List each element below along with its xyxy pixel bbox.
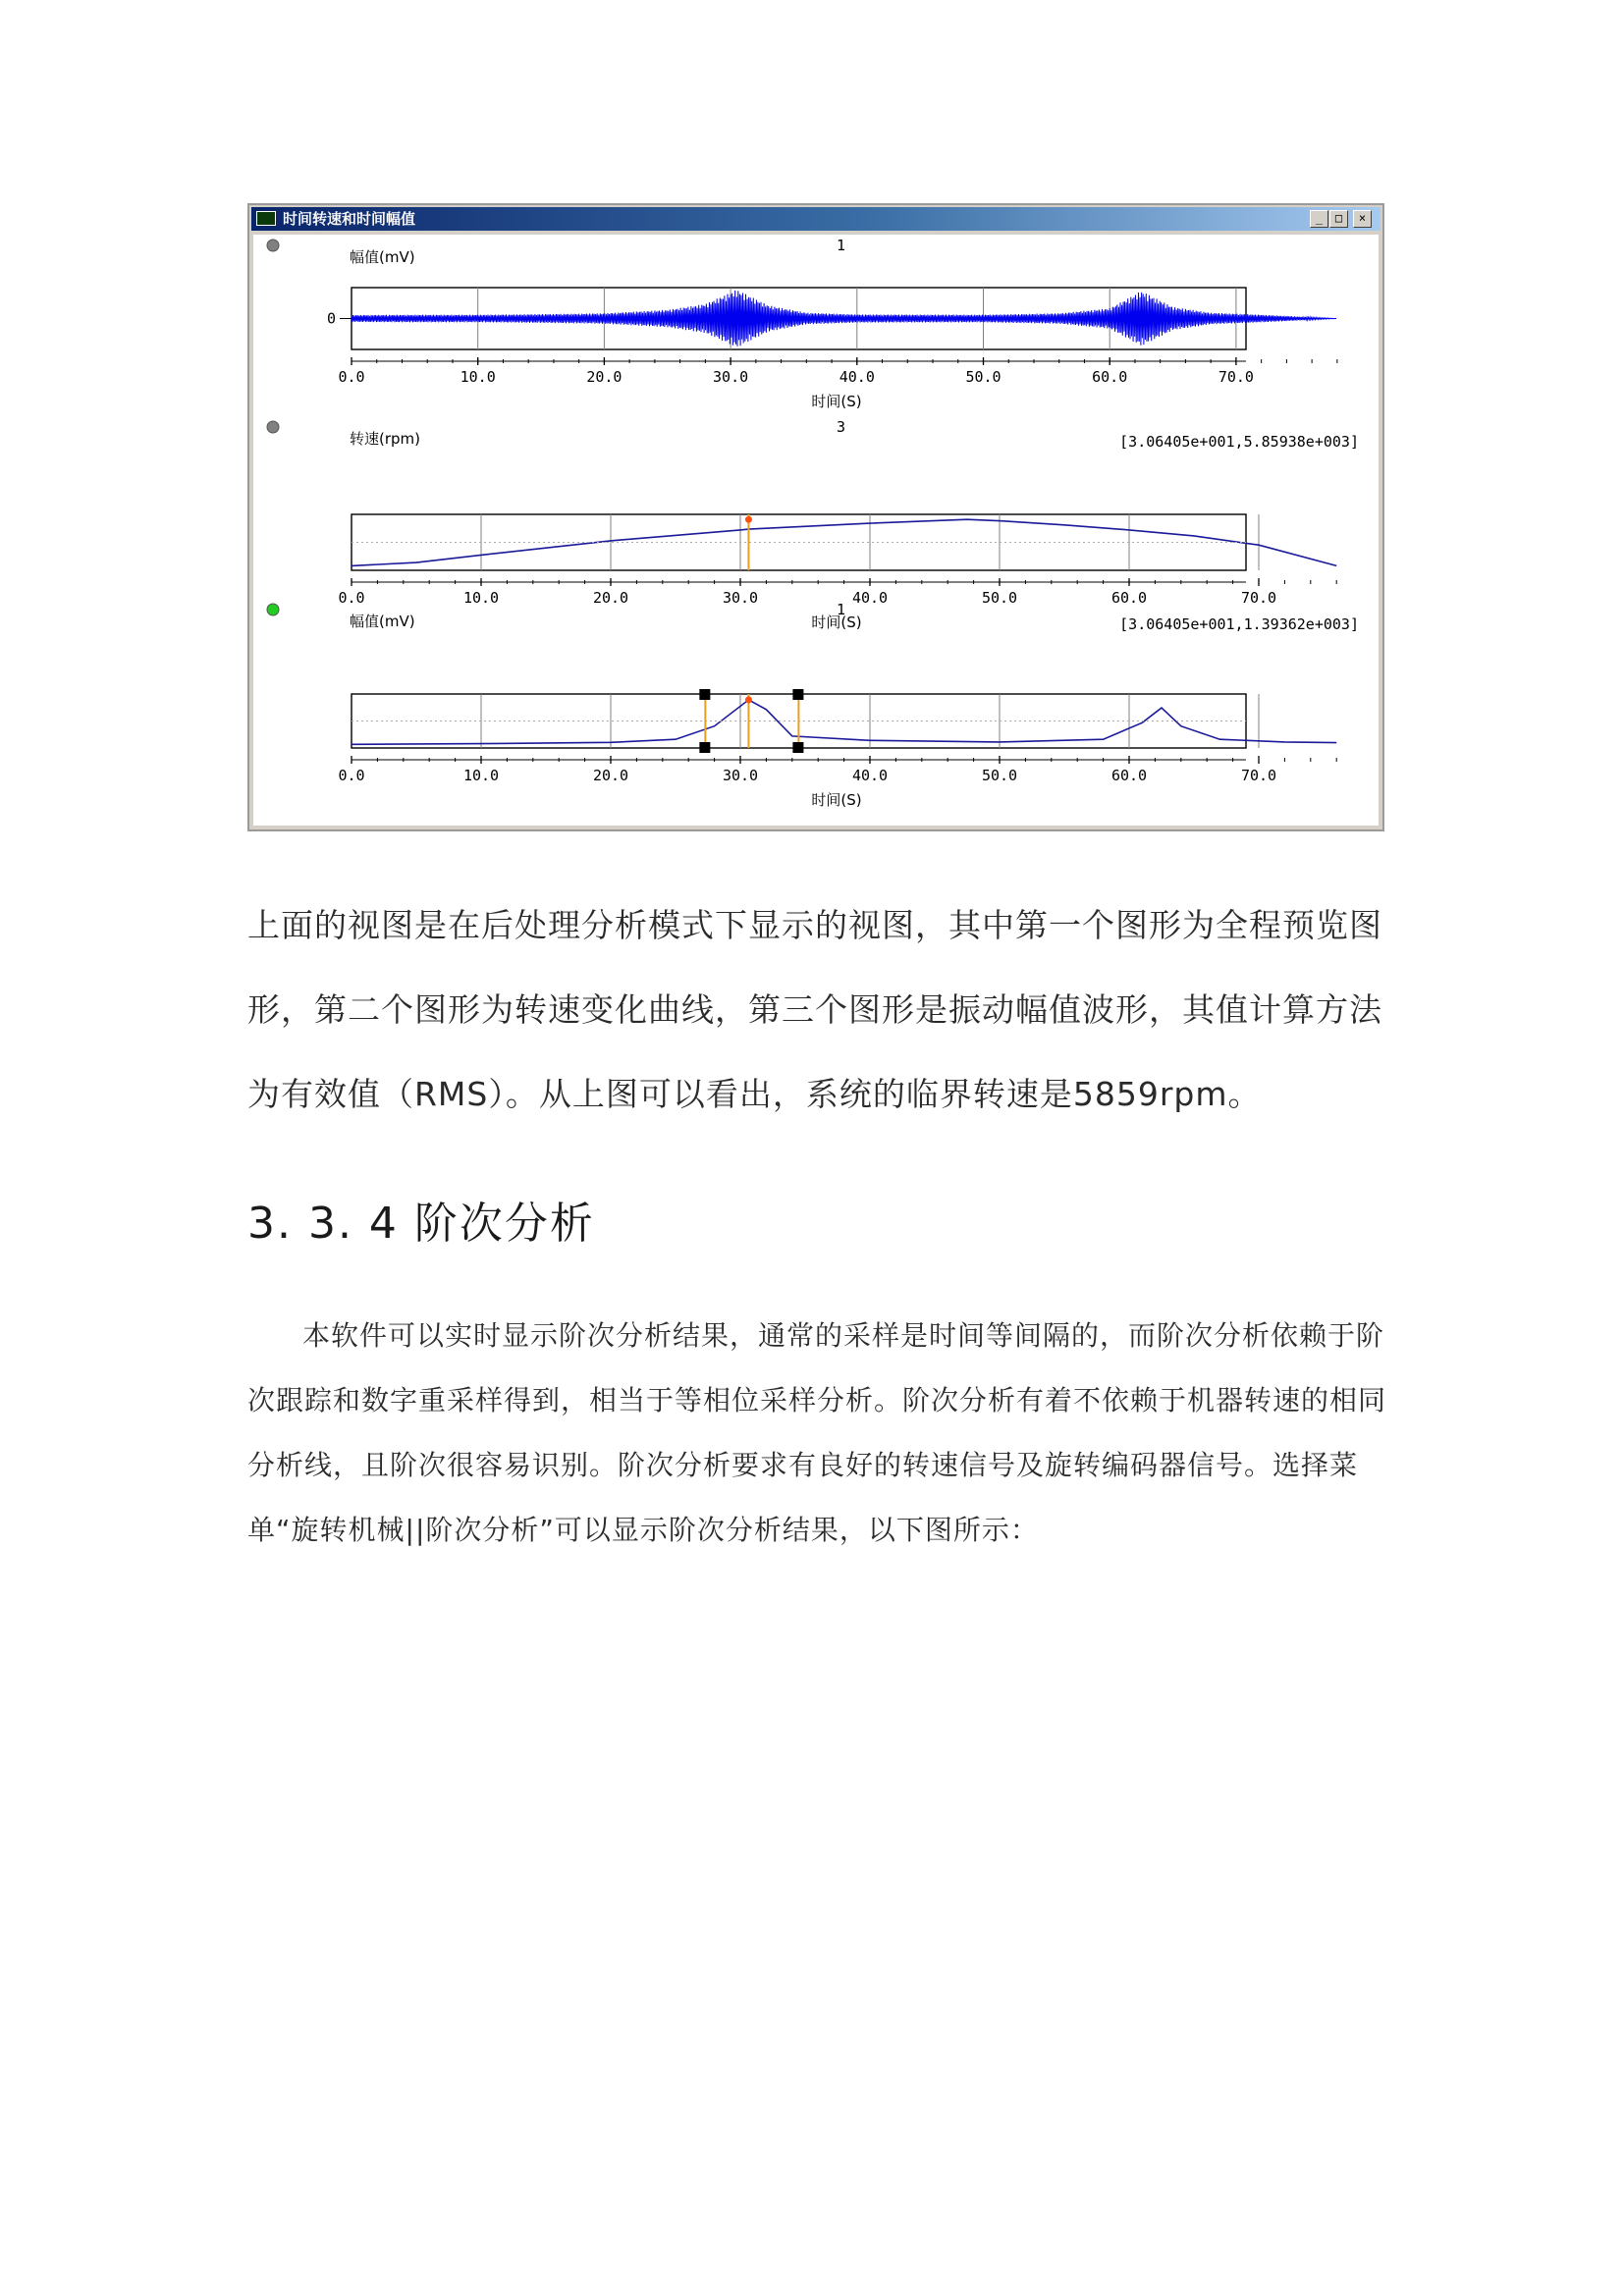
tick-label: 40.0 [839, 368, 875, 386]
tick-label: 20.0 [592, 589, 629, 607]
charts-canvas [253, 235, 1379, 828]
tick-label: 20.0 [592, 767, 629, 784]
x-axis-label: 时间(S) [811, 393, 862, 410]
tick-label: 50.0 [981, 767, 1018, 784]
tick-label: 10.0 [462, 767, 500, 784]
chart-window [247, 203, 1384, 831]
channel-status-dot [267, 421, 279, 433]
body-paragraph-2: 本软件可以实时显示阶次分析结果，通常的采样是时间等间隔的，而阶次分析依赖于阶次跟踪和数字重采样得到，相当于等相位采样分析。阶次分析有着不依赖于机器转速的相同分析线，且阶次很容易识别。阶次分析要求有良好的转速信号及旋转编码器信号。选择菜单“旋转机械||阶次分析”可以显示阶次分析结果，以下图所示： [247, 1319, 1387, 1546]
channel-status-dot [267, 604, 279, 615]
selection-handle [792, 689, 803, 700]
tick-label: 20.0 [586, 368, 623, 386]
zero-label: 0 [326, 309, 336, 328]
tick-label: 10.0 [462, 589, 500, 607]
window-title: 时间转速和时间幅值 [283, 210, 416, 228]
channel-number: 3 [837, 418, 846, 436]
maximize-button[interactable]: □ [1329, 210, 1348, 228]
y-axis-label: 幅值(mV) [350, 248, 415, 266]
y-axis-label: 转速(rpm) [350, 430, 421, 448]
tick-label: 40.0 [851, 589, 889, 607]
cursor-marker [745, 696, 752, 703]
close-button[interactable]: × [1353, 210, 1372, 228]
tick-label: 60.0 [1110, 767, 1148, 784]
tick-label: 10.0 [460, 368, 496, 386]
tick-label: 60.0 [1092, 368, 1128, 386]
body-paragraph-1: 上面的视图是在后处理分析模式下显示的视图，其中第一个图形为全程预览图形，第二个图形为转速变化曲线，第三个图形是振动幅值波形，其值计算方法为有效值（RMS）。从上图可以看出，系统的临界转速是5859rpm。 [247, 906, 1382, 1113]
tick-label: 70.0 [1240, 589, 1277, 607]
tick-label: 50.0 [981, 589, 1018, 607]
selection-handle [792, 742, 803, 753]
selection-handle [699, 689, 710, 700]
cursor-readout: [3.06405e+001,5.85938e+003] [1119, 433, 1359, 451]
tick-label: 70.0 [1218, 368, 1254, 386]
tick-label: 60.0 [1110, 589, 1148, 607]
x-axis-label: 时间(S) [811, 614, 862, 631]
y-axis-label: 幅值(mV) [350, 613, 415, 630]
chart-area [253, 235, 1379, 826]
cursor-marker [745, 516, 752, 523]
channel-number: 1 [837, 237, 846, 254]
waveform-app-icon [256, 211, 276, 226]
section-heading: 3. 3. 4 阶次分析 [247, 1199, 595, 1249]
tick-label: 0.0 [338, 368, 365, 386]
x-axis-label: 时间(S) [811, 791, 862, 809]
tick-label: 0.0 [338, 767, 365, 784]
tick-label: 30.0 [713, 368, 749, 386]
minimize-button[interactable]: _ [1310, 210, 1328, 228]
tick-label: 0.0 [338, 589, 365, 607]
tick-label: 30.0 [722, 767, 759, 784]
channel-number: 1 [837, 601, 846, 618]
window-titlebar[interactable] [251, 207, 1380, 231]
tick-label: 50.0 [965, 368, 1001, 386]
cursor-readout: [3.06405e+001,1.39362e+003] [1119, 615, 1359, 633]
tick-label: 30.0 [722, 589, 759, 607]
tick-label: 70.0 [1240, 767, 1277, 784]
channel-status-dot [267, 240, 279, 251]
tick-label: 40.0 [851, 767, 889, 784]
selection-handle [699, 742, 710, 753]
